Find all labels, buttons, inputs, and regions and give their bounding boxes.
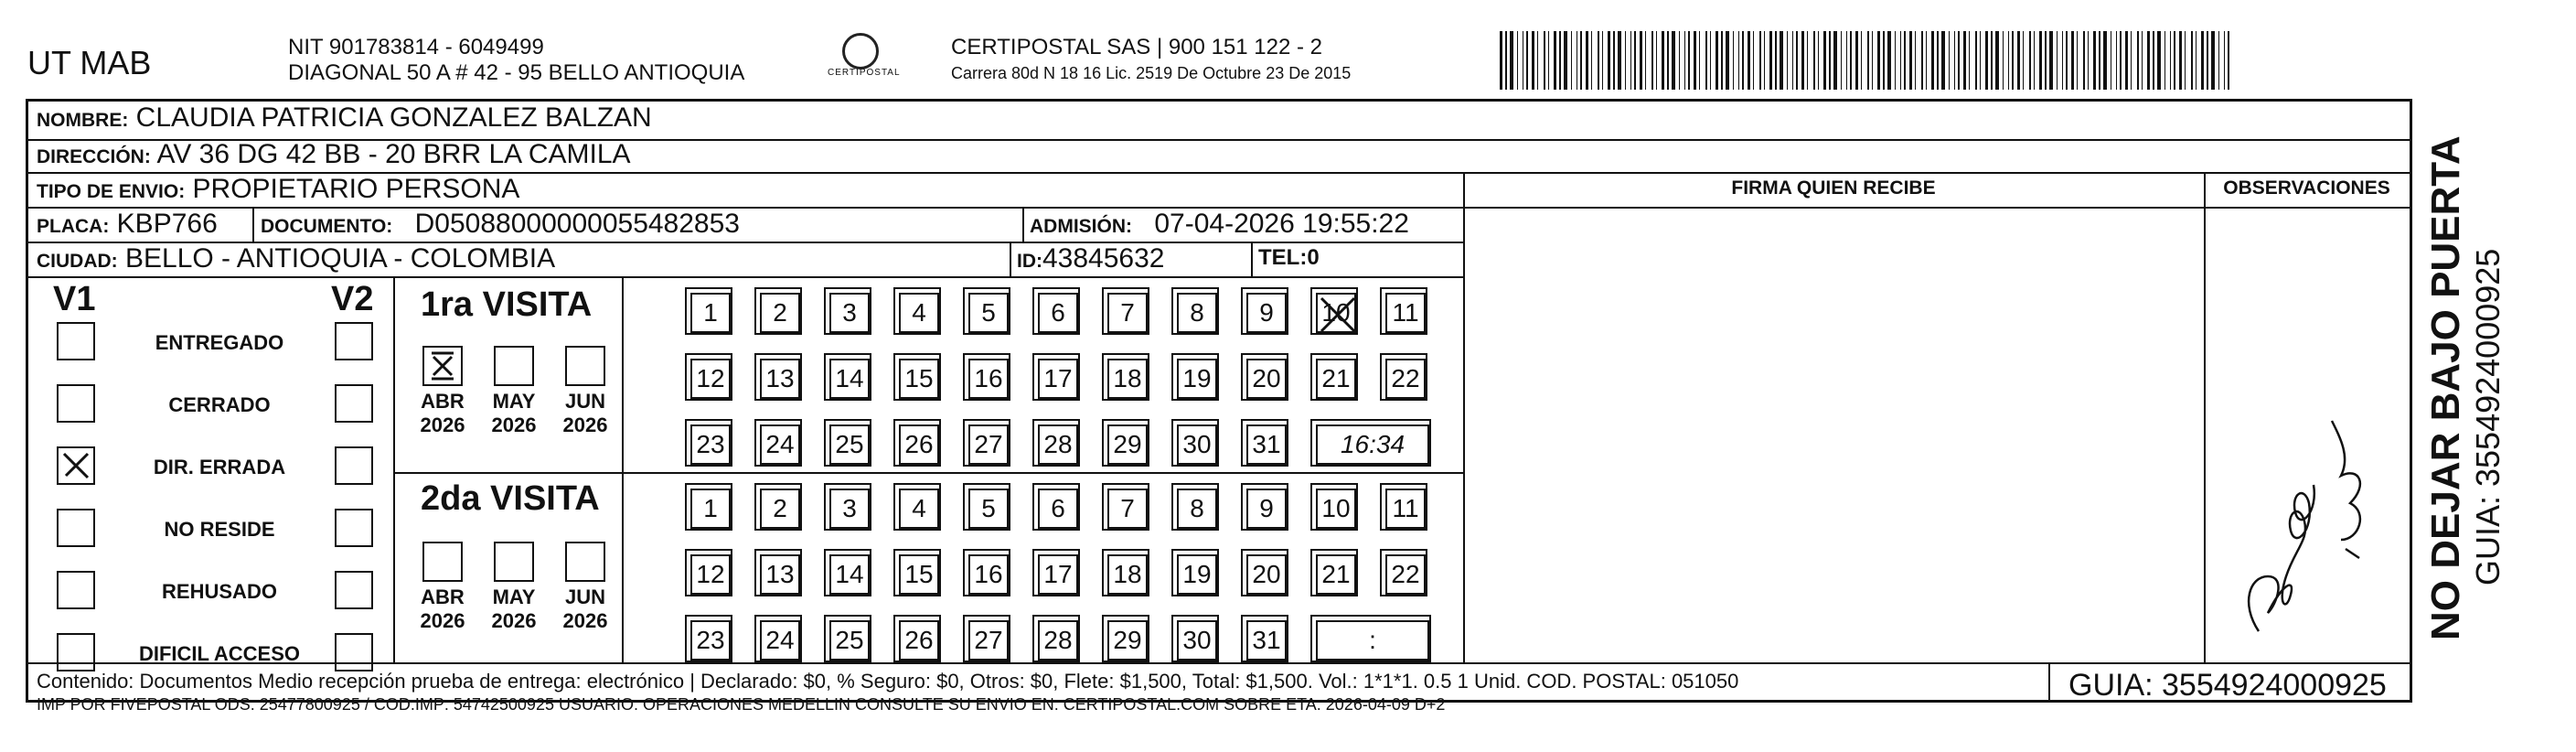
month-label: MAY — [492, 390, 536, 413]
day-box[interactable]: 5 — [968, 489, 1009, 529]
footer-line1: Contenido: Documentos Medio recepción prueba de entrega: electrónico | Declarado: $0, % Seguro: $0, Otros: $0, Flete: $1,500, Total: $1,500. Vol.: 1*1*1. 0.5 1 Unid. COD. POSTAL: 051050 — [37, 670, 1739, 693]
carrier-line2: Carrera 80d N 18 16 Lic. 2519 De Octubre 23 De 2015 — [951, 64, 1352, 82]
status-label: DIR. ERRADA — [153, 456, 286, 478]
day-cross-mark — [1318, 295, 1358, 335]
month-label: JUN — [564, 585, 605, 608]
day-box[interactable]: 2 — [760, 489, 800, 529]
day-box[interactable]: 21 — [1316, 554, 1356, 595]
barcode — [1500, 31, 2231, 90]
day-box[interactable]: 20 — [1246, 359, 1287, 399]
admision-cell — [1030, 209, 1409, 240]
v2-header: V2 — [331, 280, 374, 318]
documento-value: D05088000000055482853 — [414, 209, 740, 239]
year-label: 2026 — [420, 609, 465, 632]
day-box[interactable]: 6 — [1038, 293, 1078, 333]
month-checkbox[interactable] — [494, 542, 534, 582]
nombre-value: CLAUDIA PATRICIA GONZALEZ BALZAN — [135, 102, 652, 133]
tipo-label: TIPO DE ENVIO: — [37, 181, 186, 202]
day-box[interactable]: 3 — [829, 489, 870, 529]
visit-time-box[interactable]: : — [1316, 620, 1429, 661]
sender-nit: NIT 901783814 - 6049499 — [288, 35, 544, 59]
nombre-row — [37, 102, 652, 134]
placa-label: PLACA: — [37, 216, 110, 237]
day-box[interactable]: 29 — [1107, 424, 1148, 465]
day-box[interactable]: 18 — [1107, 359, 1148, 399]
tipo-row — [37, 174, 519, 205]
status-label: ENTREGADO — [155, 331, 284, 354]
side-warning: NO DEJAR BAJO PUERTA — [2423, 135, 2468, 640]
tel-label: TEL: — [1258, 245, 1308, 270]
status-label: REHUSADO — [162, 580, 277, 603]
admision-value: 07-04-2026 19:55:22 — [1154, 209, 1409, 239]
day-box[interactable]: 10 — [1316, 489, 1356, 529]
v1-checkbox[interactable] — [57, 384, 95, 423]
day-box[interactable]: 9 — [1246, 293, 1287, 333]
status-label: CERRADO — [168, 393, 271, 416]
v1-checkbox[interactable] — [57, 446, 95, 485]
logo-text: CERTIPOSTAL — [828, 68, 901, 78]
firma-header: FIRMA QUIEN RECIBE — [1731, 177, 1936, 199]
day-box[interactable]: 23 — [690, 424, 731, 465]
day-box[interactable]: 28 — [1038, 424, 1078, 465]
direccion-value: AV 36 DG 42 BB - 20 BRR LA CAMILA — [156, 139, 631, 169]
day-box[interactable]: 29 — [1107, 620, 1148, 661]
day-box[interactable]: 21 — [1316, 359, 1356, 399]
day-box[interactable]: 14 — [829, 554, 870, 595]
day-box[interactable]: 1 — [690, 489, 731, 529]
year-label: 2026 — [562, 609, 608, 632]
day-box[interactable]: 25 — [829, 424, 870, 465]
day-box[interactable]: 28 — [1038, 620, 1078, 661]
day-box[interactable]: 19 — [1177, 359, 1217, 399]
handwritten-signature — [2222, 366, 2387, 640]
day-box[interactable]: 23 — [690, 620, 731, 661]
ciudad-value: BELLO - ANTIOQUIA - COLOMBIA — [125, 243, 556, 274]
day-box[interactable]: 12 — [690, 554, 731, 595]
footer-guia: GUIA: 3554924000925 — [2068, 668, 2387, 703]
day-box[interactable]: 30 — [1177, 620, 1217, 661]
tel-value: 0 — [1307, 245, 1320, 270]
ciudad-cell — [37, 243, 555, 274]
day-box[interactable]: 26 — [899, 620, 939, 661]
day-box[interactable]: 20 — [1246, 554, 1287, 595]
v2-checkbox[interactable] — [335, 571, 373, 609]
day-box[interactable]: 26 — [899, 424, 939, 465]
year-label: 2026 — [562, 414, 608, 436]
visit1-title: 1ra VISITA — [421, 285, 593, 324]
month-label: ABR — [421, 585, 465, 608]
footer-line2: IMP POR FIVEPOSTAL ODS: 25477800925 / COD.IMP: 54742500925 USUARIO: OPERACIONES MEDELLIN CONSULTE SU ENVIO EN: CERTIPOSTAL.COM SOBRE ETA: 2026-04-09 D+2 — [37, 695, 1446, 714]
documento-label: DOCUMENTO: — [261, 216, 393, 237]
v1-checkbox[interactable] — [57, 509, 95, 547]
day-box[interactable]: 7 — [1107, 293, 1148, 333]
day-box[interactable]: 6 — [1038, 489, 1078, 529]
month-label: MAY — [492, 585, 536, 608]
day-box[interactable]: 5 — [968, 293, 1009, 333]
day-box[interactable]: 30 — [1177, 424, 1217, 465]
month-checkbox[interactable] — [422, 346, 463, 386]
day-box[interactable]: 8 — [1177, 489, 1217, 529]
day-box[interactable]: 8 — [1177, 293, 1217, 333]
day-box[interactable]: 31 — [1246, 424, 1287, 465]
day-box[interactable]: 17 — [1038, 554, 1078, 595]
ciudad-label: CIUDAD: — [37, 251, 118, 272]
day-box[interactable]: 22 — [1385, 359, 1426, 399]
day-box[interactable]: 13 — [760, 359, 800, 399]
v2-checkbox[interactable] — [335, 509, 373, 547]
placa-cell — [37, 209, 218, 240]
sender-info — [288, 35, 744, 86]
year-label: 2026 — [491, 414, 537, 436]
documento-cell — [261, 209, 740, 240]
day-box[interactable]: 15 — [899, 359, 939, 399]
status-label: DIFICIL ACCESO — [138, 642, 300, 665]
id-cell — [1017, 243, 1164, 274]
day-box[interactable]: 4 — [899, 489, 939, 529]
day-box[interactable]: 16 — [968, 554, 1009, 595]
day-box[interactable]: 24 — [760, 424, 800, 465]
v1-checkbox[interactable] — [57, 322, 95, 360]
v1-checkbox[interactable] — [57, 633, 95, 671]
v2-checkbox[interactable] — [335, 322, 373, 360]
v1-checkbox[interactable] — [57, 571, 95, 609]
visit-time-box[interactable]: 16:34 — [1316, 424, 1429, 465]
day-box[interactable]: 16 — [968, 359, 1009, 399]
v2-checkbox[interactable] — [335, 384, 373, 423]
day-box[interactable]: 14 — [829, 359, 870, 399]
v1-header: V1 — [53, 280, 96, 318]
day-box[interactable]: 18 — [1107, 554, 1148, 595]
day-box[interactable]: 7 — [1107, 489, 1148, 529]
day-box[interactable]: 12 — [690, 359, 731, 399]
year-label: 2026 — [420, 414, 465, 436]
month-checkbox[interactable] — [565, 542, 605, 582]
observaciones-header: OBSERVACIONES — [2223, 177, 2390, 199]
day-box[interactable]: 1 — [690, 293, 731, 333]
day-box[interactable]: 17 — [1038, 359, 1078, 399]
direccion-row — [37, 139, 631, 170]
month-label: JUN — [564, 390, 605, 413]
month-checkbox[interactable] — [565, 346, 605, 386]
day-box[interactable]: 3 — [829, 293, 870, 333]
day-box[interactable]: 13 — [760, 554, 800, 595]
carrier-line1: CERTIPOSTAL SAS | 900 151 122 - 2 — [951, 35, 1322, 59]
side-guia: GUIA: 3554924000925 — [2469, 248, 2507, 585]
admision-label: ADMISIÓN: — [1030, 216, 1132, 237]
day-box[interactable]: 11 — [1385, 489, 1426, 529]
nombre-label: NOMBRE: — [37, 110, 129, 131]
month-checkbox[interactable] — [494, 346, 534, 386]
status-label: NO RESIDE — [164, 518, 275, 541]
day-box[interactable]: 25 — [829, 620, 870, 661]
placa-value: KBP766 — [116, 209, 218, 239]
day-box[interactable]: 2 — [760, 293, 800, 333]
day-box[interactable]: 19 — [1177, 554, 1217, 595]
day-box[interactable]: 27 — [968, 424, 1009, 465]
day-box[interactable]: 4 — [899, 293, 939, 333]
year-label: 2026 — [491, 609, 537, 632]
carrier-info — [951, 35, 1351, 86]
month-checkbox[interactable] — [422, 542, 463, 582]
certipostal-logo — [828, 33, 901, 90]
visit2-title: 2da VISITA — [421, 479, 600, 518]
tel-cell — [1258, 245, 1320, 271]
tipo-value: PROPIETARIO PERSONA — [192, 174, 520, 204]
day-box[interactable]: 11 — [1385, 293, 1426, 333]
v2-checkbox[interactable] — [335, 446, 373, 485]
sender-address: DIAGONAL 50 A # 42 - 95 BELLO ANTIOQUIA — [288, 60, 745, 85]
id-value: 43845632 — [1042, 243, 1165, 274]
direccion-label: DIRECCIÓN: — [37, 146, 151, 167]
day-box[interactable]: 24 — [760, 620, 800, 661]
day-box[interactable]: 15 — [899, 554, 939, 595]
day-box[interactable]: 10 — [1316, 293, 1356, 333]
day-box[interactable]: 31 — [1246, 620, 1287, 661]
sender-name: UT MAB — [27, 44, 152, 81]
day-box[interactable]: 27 — [968, 620, 1009, 661]
v2-checkbox[interactable] — [335, 633, 373, 671]
id-label: ID: — [1017, 251, 1042, 272]
day-box[interactable]: 22 — [1385, 554, 1426, 595]
month-label: ABR — [421, 390, 465, 413]
day-box[interactable]: 9 — [1246, 489, 1287, 529]
